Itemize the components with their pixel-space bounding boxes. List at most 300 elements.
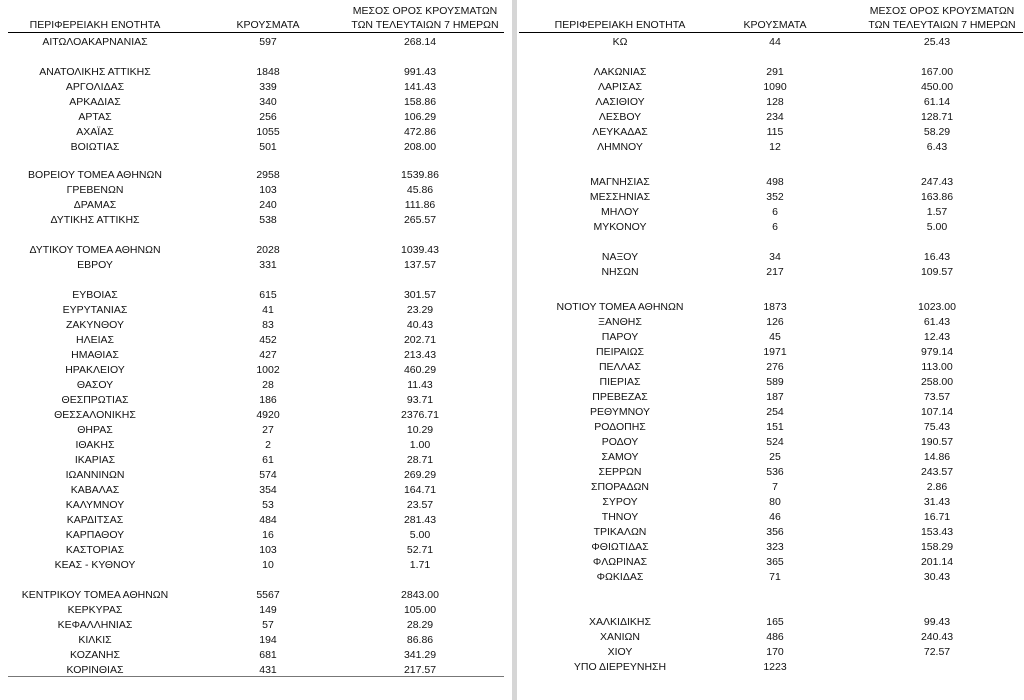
cases-value: 5567 (256, 589, 280, 601)
cases-value: 103 (259, 184, 277, 196)
average-value: 979.14 (920, 346, 954, 358)
average-value: 201.14 (920, 556, 954, 568)
average-value: 5.00 (409, 529, 431, 541)
cases-value: 1223 (763, 661, 787, 673)
region-name: ΕΒΡΟΥ (77, 259, 113, 271)
table-row (0, 66, 512, 79)
table-row (517, 436, 1024, 449)
average-value: 243.57 (920, 466, 954, 478)
region-name: ΑΝΑΤΟΛΙΚΗΣ ΑΤΤΙΚΗΣ (39, 66, 151, 78)
table-row (517, 331, 1024, 344)
table-row (517, 141, 1024, 154)
region-name: ΛΕΥΚΑΔΑΣ (592, 126, 648, 138)
average-value: 61.43 (923, 316, 951, 328)
region-name: ΜΗΛΟΥ (601, 206, 639, 218)
table-row (0, 289, 512, 302)
table-row (0, 469, 512, 482)
average-value: 128.71 (920, 111, 954, 123)
average-value: 472.86 (403, 126, 437, 138)
table-row (517, 466, 1024, 479)
average-value: 1539.86 (401, 169, 439, 181)
cases-value: 276 (766, 361, 784, 373)
average-value: 2843.00 (401, 589, 439, 601)
table-row (517, 646, 1024, 659)
region-name: ΘΕΣΠΡΩΤΙΑΣ (61, 394, 129, 406)
table-row (0, 634, 512, 647)
table-row (517, 661, 1024, 674)
cases-value: 484 (259, 514, 277, 526)
average-value: 164.71 (403, 484, 437, 496)
cases-value: 44 (769, 36, 781, 48)
region-name: ΑΡΚΑΔΙΑΣ (69, 96, 121, 108)
average-value: 30.43 (923, 571, 951, 583)
region-name: ΓΡΕΒΕΝΩΝ (66, 184, 124, 196)
average-value: 23.29 (406, 304, 434, 316)
table-row (0, 199, 512, 212)
average-value: 258.00 (920, 376, 954, 388)
average-value: 28.71 (406, 454, 434, 466)
region-name: ΘΑΣΟΥ (76, 379, 114, 391)
cases-value: 41 (262, 304, 274, 316)
cases-value: 498 (766, 176, 784, 188)
region-name: ΒΟΙΩΤΙΑΣ (70, 141, 120, 153)
average-value: 217.57 (403, 664, 437, 676)
cases-value: 80 (769, 496, 781, 508)
average-value: 247.43 (920, 176, 954, 188)
average-value: 2.86 (926, 481, 948, 493)
table-row (517, 191, 1024, 204)
table-row (0, 589, 512, 602)
average-value: 2376.71 (401, 409, 439, 421)
average-value: 14.86 (923, 451, 951, 463)
cases-value: 597 (259, 36, 277, 48)
table-row (0, 499, 512, 512)
cases-value: 71 (769, 571, 781, 583)
average-value: 208.00 (403, 141, 437, 153)
cases-value: 57 (262, 619, 274, 631)
region-name: ΙΘΑΚΗΣ (75, 439, 115, 451)
table-row (0, 169, 512, 182)
table-row (517, 36, 1024, 49)
table-row (0, 394, 512, 407)
table-row (517, 481, 1024, 494)
cases-value: 151 (766, 421, 784, 433)
region-name: ΑΡΤΑΣ (78, 111, 112, 123)
average-value: 163.86 (920, 191, 954, 203)
table-row (517, 346, 1024, 359)
table-row (517, 251, 1024, 264)
average-value: 190.57 (920, 436, 954, 448)
region-name: ΡΟΔΟΠΗΣ (594, 421, 646, 433)
average-value: 40.43 (406, 319, 434, 331)
cases-value: 103 (259, 544, 277, 556)
average-value: 301.57 (403, 289, 437, 301)
average-value: 281.43 (403, 514, 437, 526)
cases-value: 431 (259, 664, 277, 676)
region-name: ΤΗΝΟΥ (601, 511, 639, 523)
header-cases: ΚΡΟΥΣΜΑΤΑ (743, 19, 807, 31)
average-value: 113.00 (921, 361, 953, 373)
region-name: ΚΕΡΚΥΡΑΣ (67, 604, 123, 616)
header-average-line1: ΜΕΣΟΣ ΟΡΟΣ ΚΡΟΥΣΜΑΤΩΝ (352, 5, 498, 17)
region-name: ΦΩΚΙΔΑΣ (596, 571, 644, 583)
region-name: ΧΑΝΙΩΝ (600, 631, 640, 643)
table-row (0, 619, 512, 632)
cases-value: 254 (766, 406, 784, 418)
region-name: ΚΩ (612, 36, 628, 48)
table-row (0, 96, 512, 109)
cases-value: 10 (262, 559, 274, 571)
region-name: ΚΕΝΤΡΙΚΟΥ ΤΟΜΕΑ ΑΘΗΝΩΝ (21, 589, 169, 601)
average-value: 158.86 (403, 96, 437, 108)
cases-value: 1055 (256, 126, 280, 138)
table-row (517, 631, 1024, 644)
table-row (0, 529, 512, 542)
region-name: ΡΟΔΟΥ (601, 436, 639, 448)
average-value: 460.29 (403, 364, 437, 376)
average-value: 25.43 (923, 36, 951, 48)
table-row (0, 304, 512, 317)
cases-value: 538 (259, 214, 277, 226)
region-name: ΧΑΛΚΙΔΙΚΗΣ (589, 616, 651, 628)
cases-value: 34 (769, 251, 781, 263)
region-name: ΘΕΣΣΑΛΟΝΙΚΗΣ (54, 409, 136, 421)
cases-value: 331 (259, 259, 277, 271)
cases-value: 427 (259, 349, 277, 361)
cases-value: 186 (259, 394, 277, 406)
header-region: ΠΕΡΙΦΕΡΕΙΑΚΗ ΕΝΟΤΗΤΑ (554, 19, 686, 31)
cases-value: 340 (259, 96, 277, 108)
region-name: ΝΗΣΩΝ (601, 266, 639, 278)
cases-value: 1002 (256, 364, 280, 376)
region-name: ΠΡΕΒΕΖΑΣ (592, 391, 648, 403)
cases-value: 536 (766, 466, 784, 478)
cases-value: 354 (259, 484, 277, 496)
cases-value: 256 (259, 111, 277, 123)
cases-value: 187 (766, 391, 784, 403)
average-value: 16.43 (923, 251, 951, 263)
average-value: 213.43 (403, 349, 437, 361)
table-row (517, 391, 1024, 404)
region-name: ΣΕΡΡΩΝ (598, 466, 642, 478)
cases-value: 323 (766, 541, 784, 553)
region-name: ΗΛΕΙΑΣ (75, 334, 114, 346)
average-value: 202.71 (403, 334, 437, 346)
region-name: ΛΕΣΒΟΥ (598, 111, 642, 123)
average-value: 11.43 (407, 379, 433, 391)
cases-value: 149 (259, 604, 277, 616)
table-row (517, 176, 1024, 189)
region-name: ΛΑΣΙΘΙΟΥ (595, 96, 645, 108)
average-value: 105.00 (403, 604, 437, 616)
average-value: 6.43 (926, 141, 948, 153)
region-name: ΒΟΡΕΙΟΥ ΤΟΜΕΑ ΑΘΗΝΩΝ (28, 169, 162, 181)
table-row (517, 616, 1024, 629)
cases-value: 501 (259, 141, 277, 153)
table-row (517, 266, 1024, 279)
cases-value: 615 (259, 289, 277, 301)
header-average-line2: ΤΩΝ ΤΕΛΕΥΤΑΙΩΝ 7 ΗΜΕΡΩΝ (351, 19, 499, 31)
table-row (0, 454, 512, 467)
region-name: ΠΑΡΟΥ (601, 331, 639, 343)
cases-value: 1090 (763, 81, 787, 93)
region-name: ΣΥΡΟΥ (602, 496, 638, 508)
cases-value: 234 (766, 111, 784, 123)
cases-value: 452 (259, 334, 277, 346)
region-name: ΔΡΑΜΑΣ (73, 199, 117, 211)
bottom-line (8, 676, 504, 677)
region-name: ΔΥΤΙΚΟΥ ΤΟΜΕΑ ΑΘΗΝΩΝ (29, 244, 161, 256)
table-row (0, 409, 512, 422)
average-value: 269.29 (403, 469, 437, 481)
cases-value: 115 (766, 126, 784, 138)
cases-value: 16 (262, 529, 274, 541)
table-row (0, 424, 512, 437)
table-row (0, 81, 512, 94)
table-row (0, 559, 512, 572)
table-row (517, 376, 1024, 389)
cases-value: 217 (766, 266, 784, 278)
cases-value: 46 (769, 511, 781, 523)
table-row (517, 81, 1024, 94)
table-row (517, 206, 1024, 219)
cases-value: 352 (766, 191, 784, 203)
region-name: ΛΗΜΝΟΥ (597, 141, 643, 153)
cases-value: 27 (262, 424, 274, 436)
cases-value: 356 (766, 526, 784, 538)
average-value: 93.71 (406, 394, 434, 406)
average-value: 111.86 (404, 199, 436, 211)
region-name: ΧΙΟΥ (607, 646, 633, 658)
table-row (517, 496, 1024, 509)
cases-value: 165 (766, 616, 784, 628)
average-value: 107.14 (920, 406, 954, 418)
header-cases: ΚΡΟΥΣΜΑΤΑ (236, 19, 300, 31)
average-value: 86.86 (406, 634, 434, 646)
average-value: 45.86 (406, 184, 434, 196)
region-name: ΝΟΤΙΟΥ ΤΟΜΕΑ ΑΘΗΝΩΝ (556, 301, 684, 313)
cases-value: 83 (262, 319, 274, 331)
cases-value: 45 (769, 331, 781, 343)
region-name: ΝΑΞΟΥ (601, 251, 639, 263)
average-value: 153.43 (920, 526, 954, 538)
header-underline (519, 32, 1023, 33)
average-value: 450.00 (920, 81, 954, 93)
table-row (0, 184, 512, 197)
cases-value: 365 (766, 556, 784, 568)
table-row (0, 244, 512, 257)
table-row (0, 334, 512, 347)
cases-value: 1848 (256, 66, 280, 78)
table-row (517, 221, 1024, 234)
cases-value: 2028 (256, 244, 280, 256)
region-name: ΚΑΛΥΜΝΟΥ (65, 499, 125, 511)
right-table (517, 0, 1024, 700)
region-name: ΚΑΡΔΙΤΣΑΣ (66, 514, 124, 526)
header-underline (8, 32, 504, 33)
average-value: 73.57 (923, 391, 951, 403)
table-row (0, 379, 512, 392)
cases-value: 681 (259, 649, 277, 661)
cases-value: 128 (766, 96, 784, 108)
region-name: ΚΟΡΙΝΘΙΑΣ (66, 664, 124, 676)
region-name: ΥΠΟ ΔΙΕΡΕΥΝΗΣΗ (573, 661, 667, 673)
region-name: ΣΠΟΡΑΔΩΝ (591, 481, 649, 493)
average-value: 28.29 (406, 619, 434, 631)
cases-value: 28 (262, 379, 274, 391)
table-row (0, 604, 512, 617)
table-row (517, 66, 1024, 79)
region-name: ΑΡΓΟΛΙΔΑΣ (65, 81, 125, 93)
table-row (0, 319, 512, 332)
region-name: ΚΑΣΤΟΡΙΑΣ (65, 544, 125, 556)
average-value: 16.71 (923, 511, 951, 523)
cases-value: 339 (259, 81, 277, 93)
region-name: ΜΑΓΝΗΣΙΑΣ (590, 176, 650, 188)
average-value: 23.57 (406, 499, 434, 511)
header-average-line1: ΜΕΣΟΣ ΟΡΟΣ ΚΡΟΥΣΜΑΤΩΝ (869, 5, 1015, 17)
average-value: 12.43 (923, 331, 951, 343)
region-name: ΑΧΑΪΑΣ (76, 126, 114, 138)
average-value: 1.00 (409, 439, 431, 451)
header-region: ΠΕΡΙΦΕΡΕΙΑΚΗ ΕΝΟΤΗΤΑ (29, 19, 161, 31)
cases-value: 53 (262, 499, 274, 511)
average-value: 75.43 (923, 421, 951, 433)
table-row (517, 451, 1024, 464)
cases-value: 240 (259, 199, 277, 211)
average-value: 52.71 (406, 544, 434, 556)
average-value: 10.29 (406, 424, 434, 436)
cases-value: 1971 (763, 346, 787, 358)
region-name: ΚΑΒΑΛΑΣ (70, 484, 120, 496)
average-value: 61.14 (923, 96, 951, 108)
cases-value: 589 (766, 376, 784, 388)
region-name: ΚΕΑΣ - ΚΥΘΝΟΥ (54, 559, 136, 571)
region-name: ΤΡΙΚΑΛΩΝ (593, 526, 647, 538)
cases-value: 291 (766, 66, 784, 78)
table-row (517, 541, 1024, 554)
region-name: ΠΕΙΡΑΙΩΣ (596, 346, 644, 358)
table-row (0, 141, 512, 154)
table-row (0, 36, 512, 49)
average-value: 58.29 (923, 126, 951, 138)
cases-value: 7 (772, 481, 778, 493)
region-name: ΦΛΩΡΙΝΑΣ (592, 556, 648, 568)
average-value: 268.14 (403, 36, 437, 48)
table-row (517, 301, 1024, 314)
average-value: 99.43 (923, 616, 951, 628)
region-name: ΞΑΝΘΗΣ (598, 316, 642, 328)
average-value: 141.43 (403, 81, 437, 93)
average-value: 1.57 (926, 206, 948, 218)
average-value: 1039.43 (401, 244, 439, 256)
cases-value: 2 (265, 439, 271, 451)
average-value: 137.57 (403, 259, 437, 271)
table-row (517, 511, 1024, 524)
average-value: 72.57 (923, 646, 951, 658)
table-row (517, 316, 1024, 329)
table-row (0, 544, 512, 557)
average-value: 991.43 (403, 66, 437, 78)
table-row (0, 514, 512, 527)
header-average-line2: ΤΩΝ ΤΕΛΕΥΤΑΙΩΝ 7 ΗΜΕΡΩΝ (868, 19, 1016, 31)
region-name: ΖΑΚΥΝΘΟΥ (65, 319, 124, 331)
average-value: 106.29 (403, 111, 437, 123)
cases-value: 61 (262, 454, 274, 466)
average-value: 265.57 (403, 214, 437, 226)
region-name: ΘΗΡΑΣ (77, 424, 113, 436)
average-value: 341.29 (403, 649, 437, 661)
region-name: ΛΑΚΩΝΙΑΣ (593, 66, 647, 78)
table-row (0, 349, 512, 362)
table-row (517, 126, 1024, 139)
region-name: ΜΕΣΣΗΝΙΑΣ (589, 191, 651, 203)
cases-value: 486 (766, 631, 784, 643)
region-name: ΗΜΑΘΙΑΣ (71, 349, 119, 361)
region-name: ΠΕΛΛΑΣ (598, 361, 642, 373)
table-row (517, 421, 1024, 434)
cases-value: 6 (772, 221, 778, 233)
cases-value: 524 (766, 436, 784, 448)
table-row (0, 214, 512, 227)
table-row (517, 111, 1024, 124)
table-row (517, 571, 1024, 584)
region-name: ΛΑΡΙΣΑΣ (598, 81, 642, 93)
cases-value: 194 (259, 634, 277, 646)
table-row (517, 361, 1024, 374)
table-row (0, 484, 512, 497)
cases-value: 574 (259, 469, 277, 481)
region-name: ΣΑΜΟΥ (601, 451, 639, 463)
table-row (517, 406, 1024, 419)
average-value: 1023.00 (918, 301, 956, 313)
cases-value: 4920 (256, 409, 280, 421)
table-row (517, 556, 1024, 569)
region-name: ΕΥΒΟΙΑΣ (72, 289, 118, 301)
table-row (0, 649, 512, 662)
region-name: ΠΙΕΡΙΑΣ (599, 376, 641, 388)
region-name: ΜΥΚΟΝΟΥ (593, 221, 647, 233)
cases-value: 12 (769, 141, 781, 153)
cases-value: 170 (766, 646, 784, 658)
table-row (0, 439, 512, 452)
region-name: ΚΑΡΠΑΘΟΥ (65, 529, 125, 541)
table-row (0, 364, 512, 377)
cases-value: 6 (772, 206, 778, 218)
table-row (0, 126, 512, 139)
average-value: 158.29 (920, 541, 954, 553)
cases-value: 2958 (256, 169, 280, 181)
average-value: 240.43 (920, 631, 954, 643)
region-name: ΙΩΑΝΝΙΝΩΝ (65, 469, 125, 481)
average-value: 109.57 (920, 266, 954, 278)
region-name: ΦΘΙΩΤΙΔΑΣ (591, 541, 649, 553)
table-row (0, 259, 512, 272)
average-value: 31.43 (923, 496, 951, 508)
region-name: ΗΡΑΚΛΕΙΟΥ (65, 364, 125, 376)
table-row (517, 96, 1024, 109)
table-row (517, 526, 1024, 539)
region-name: ΔΥΤΙΚΗΣ ΑΤΤΙΚΗΣ (50, 214, 140, 226)
region-name: ΚΟΖΑΝΗΣ (70, 649, 120, 661)
average-value: 5.00 (926, 221, 948, 233)
cases-value: 1873 (763, 301, 787, 313)
region-name: ΕΥΡΥΤΑΝΙΑΣ (62, 304, 128, 316)
average-value: 1.71 (409, 559, 431, 571)
cases-value: 25 (769, 451, 781, 463)
region-name: ΙΚΑΡΙΑΣ (74, 454, 116, 466)
region-name: ΑΙΤΩΛΟΑΚΑΡΝΑΝΙΑΣ (42, 36, 148, 48)
